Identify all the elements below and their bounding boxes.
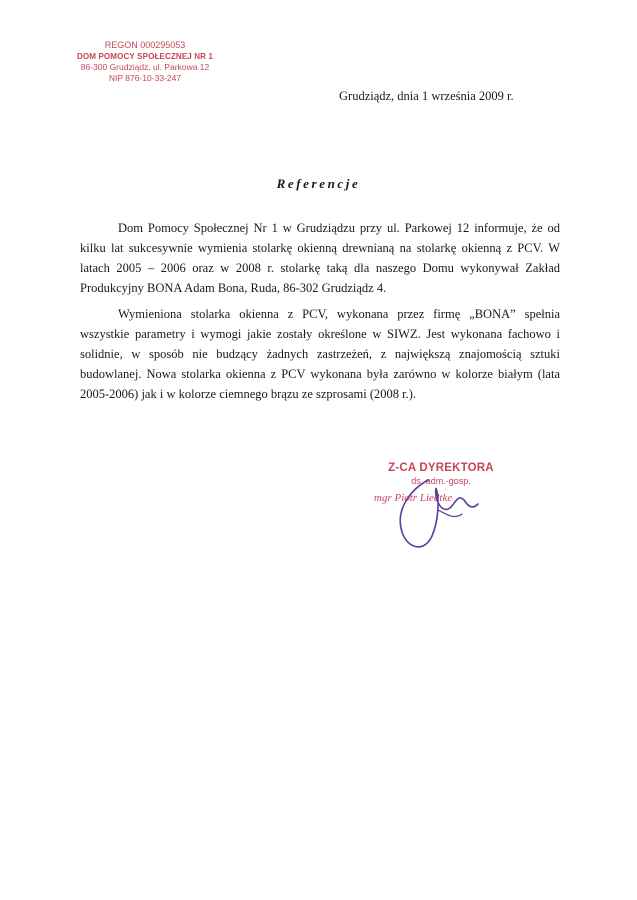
stamp-institution-name: DOM POMOCY SPOŁECZNEJ NR 1 [76,51,214,61]
signature-flourish [438,510,462,517]
header-stamp [60,40,230,84]
handwritten-signature [380,470,500,560]
paragraph-1: Dom Pomocy Społecznej Nr 1 w Grudziądzu przy ul. Parkowej 12 informuje, że od kilku lat sukcesywnie wymienia stolarkę okienną drewnianą na stolarkę okienną z PCV. W latach 2005 – 2006 oraz w 2008 r. stolarkę taką dla naszego Domu wykonywał Zakład Produkcyjny BONA Adam Bona, Ruda, 86-302 Grudziądz 4. [80,221,560,295]
stamp-nip: NIP 876-10-33-247 [108,73,182,83]
date-line: Grudziądz, dnia 1 września 2009 r. [339,89,514,103]
paragraph-2: Wymieniona stolarka okienna z PCV, wykonana przez firmę „BONA” spełnia wszystkie parametry i wymogi jakie zostały określone w SIWZ. Jest wykonana fachowo i solidnie, w sposób nie budzący żadnych zastrzeżeń, z największą znajomością sztuki budowlanej. Nowa stolarka okienna z PCV wykonana była zarówno w kolorze białym (lata 2005-2006) jak i w kolorze ciemnego brązu ze szprosami (2008 r.). [80,307,560,401]
stamp-address: 86-300 Grudziądz, ul. Parkowa 12 [80,62,210,72]
document-title: Referencje [276,176,361,191]
letter-body [80,218,560,410]
stamp-regon: REGON 000295053 [104,40,186,50]
signature-role: Z-CA DYREKTORA [388,462,494,474]
signature-stroke [400,480,478,547]
signature-name: mgr Piotr Liedtke [374,492,453,504]
signature-department: ds. adm.-gosp. [411,476,471,486]
